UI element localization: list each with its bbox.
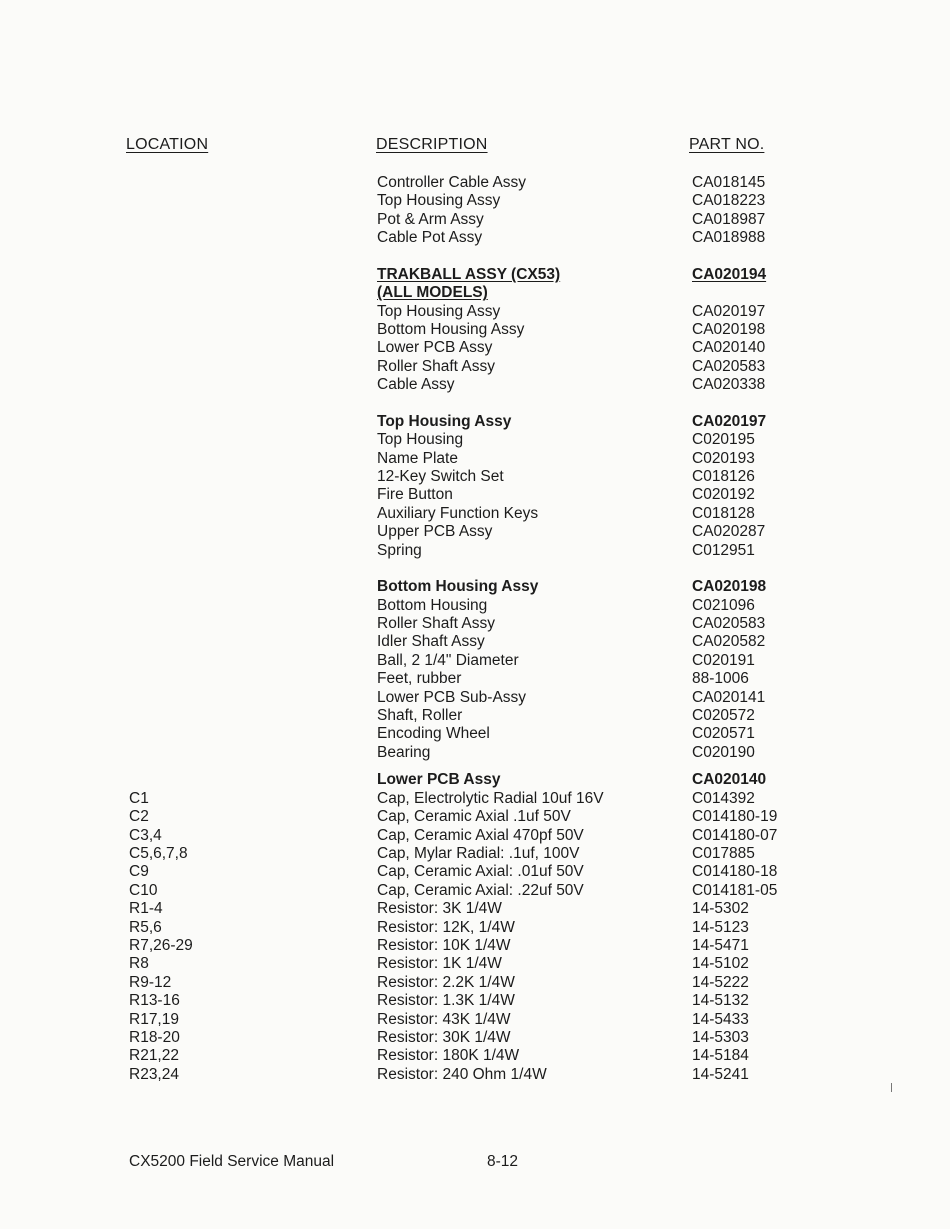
part-number-cell: C014181-05	[692, 881, 778, 899]
part-number-cell: 14-5471	[692, 936, 749, 954]
description-cell: Cable Pot Assy	[377, 229, 483, 247]
table-row	[0, 468, 950, 486]
description-cell: Cap, Ceramic Axial: .01uf 50V	[377, 863, 584, 881]
description-cell: Resistor: 10K 1/4W	[377, 936, 511, 954]
table-row	[0, 725, 950, 743]
description-cell: Name Plate	[377, 449, 458, 467]
part-number-cell: C014180-18	[692, 863, 778, 881]
table-row	[0, 882, 950, 900]
description-cell: Ball, 2 1/4" Diameter	[377, 651, 519, 669]
description-cell: (ALL MODELS)	[377, 284, 488, 302]
table-row	[0, 542, 950, 560]
description-cell: Spring	[377, 541, 422, 559]
part-number-cell: CA018223	[692, 192, 766, 210]
table-row	[0, 615, 950, 633]
table-row	[0, 211, 950, 229]
table-row	[0, 174, 950, 192]
description-cell: Cap, Electrolytic Radial 10uf 16V	[377, 789, 604, 807]
table-row	[0, 670, 950, 688]
table-row	[0, 863, 950, 881]
part-number-cell: CA020140	[692, 771, 767, 789]
description-cell: Bearing	[377, 743, 431, 761]
description-cell: 12-Key Switch Set	[377, 468, 504, 485]
part-number-cell: C020572	[692, 707, 755, 724]
description-cell: Resistor: 240 Ohm 1/4W	[377, 1065, 547, 1083]
part-number-cell: 14-5303	[692, 1028, 749, 1046]
part-number-cell: C014180-19	[692, 808, 778, 826]
description-cell: Resistor: 1.3K 1/4W	[377, 992, 515, 1010]
location-cell: R7,26-29	[129, 936, 193, 954]
part-number-cell: 14-5302	[692, 900, 749, 918]
part-number-cell: C020571	[692, 725, 755, 743]
location-column-header: LOCATION	[126, 136, 209, 153]
table-row	[0, 431, 950, 449]
part-number-cell: CA018988	[692, 229, 766, 247]
part-number-cell: C014180-07	[692, 826, 778, 844]
section-header-row	[0, 771, 950, 789]
section-header-row	[0, 284, 950, 302]
description-cell: Auxiliary Function Keys	[377, 504, 539, 522]
part-number-cell: C014392	[692, 789, 755, 807]
part-number-cell: CA020583	[692, 615, 766, 632]
description-cell: Cap, Ceramic Axial 470pf 50V	[377, 826, 584, 844]
description-cell: Resistor: 180K 1/4W	[377, 1047, 520, 1065]
part-number-cell: CA020197	[692, 302, 766, 320]
table-row	[0, 808, 950, 826]
part-number-cell: CA020141	[692, 688, 766, 706]
location-cell: R8	[129, 955, 149, 973]
part-number-cell: C020193	[692, 449, 755, 467]
description-cell: Resistor: 2.2K 1/4W	[377, 973, 515, 991]
description-cell: Top Housing	[377, 431, 464, 449]
table-row	[0, 486, 950, 504]
description-cell: Top Housing Assy	[377, 302, 501, 320]
description-cell: Roller Shaft Assy	[377, 357, 496, 375]
table-row	[0, 919, 950, 937]
table-row	[0, 652, 950, 670]
part-number-cell: C018126	[692, 468, 755, 485]
location-cell: R23,24	[129, 1065, 179, 1083]
description-cell: Top Housing Assy	[377, 192, 501, 210]
part-number-cell: CA018145	[692, 174, 766, 191]
description-cell: Cap, Ceramic Axial .1uf 50V	[377, 808, 571, 826]
location-cell: R21,22	[129, 1047, 179, 1065]
description-cell: Fire Button	[377, 486, 453, 504]
location-cell: C2	[129, 808, 149, 826]
part-number-cell: CA020197	[692, 412, 767, 430]
description-column-header: DESCRIPTION	[376, 136, 488, 153]
table-row	[0, 523, 950, 541]
table-row	[0, 303, 950, 321]
table-row	[0, 790, 950, 808]
part-number-cell: CA020583	[692, 357, 766, 375]
part-number-cell: CA020198	[692, 321, 766, 338]
part-number-cell: CA020140	[692, 339, 766, 357]
part-number-cell: C020192	[692, 486, 755, 504]
description-cell: Top Housing Assy	[377, 412, 512, 430]
description-cell: Cap, Ceramic Axial: .22uf 50V	[377, 881, 584, 899]
part-number-cell: C020195	[692, 431, 755, 449]
table-row	[0, 992, 950, 1010]
description-cell: Feet, rubber	[377, 670, 462, 688]
table-row	[0, 505, 950, 523]
table-row	[0, 707, 950, 725]
location-cell: R9-12	[129, 973, 172, 991]
location-cell: R17,19	[129, 1010, 179, 1028]
part-number-cell: 14-5184	[692, 1047, 749, 1065]
description-cell: Resistor: 3K 1/4W	[377, 900, 502, 918]
part-number-cell: 14-5433	[692, 1010, 749, 1028]
description-cell: Lower PCB Assy	[377, 771, 501, 789]
table-row	[0, 744, 950, 762]
description-cell: Resistor: 12K, 1/4W	[377, 918, 515, 936]
table-row	[0, 339, 950, 357]
part-number-cell: CA020287	[692, 523, 766, 541]
part-number-cell: 88-1006	[692, 670, 749, 688]
table-row	[0, 321, 950, 339]
description-cell: Lower PCB Assy	[377, 339, 493, 357]
location-cell: C3,4	[129, 826, 162, 844]
location-cell: R13-16	[129, 992, 180, 1010]
part-number-cell: C020190	[692, 743, 755, 761]
location-cell: C9	[129, 863, 149, 881]
description-cell: Roller Shaft Assy	[377, 615, 496, 632]
table-row	[0, 1011, 950, 1029]
table-row	[0, 450, 950, 468]
location-cell: C5,6,7,8	[129, 844, 188, 862]
part-number-cell: C021096	[692, 596, 755, 614]
part-number-cell: 14-5102	[692, 955, 749, 973]
part-number-cell: 14-5222	[692, 973, 749, 991]
description-cell: Pot & Arm Assy	[377, 210, 484, 228]
margin-mark	[891, 1083, 892, 1092]
description-cell: Resistor: 1K 1/4W	[377, 955, 502, 973]
table-row	[0, 955, 950, 973]
table-row	[0, 900, 950, 918]
part-number-cell: CA020338	[692, 376, 766, 394]
section-header-row	[0, 266, 950, 284]
location-cell: C1	[129, 789, 149, 807]
location-cell: R18-20	[129, 1028, 180, 1046]
table-row	[0, 376, 950, 394]
table-row	[0, 633, 950, 651]
table-row	[0, 1066, 950, 1084]
table-row	[0, 1047, 950, 1065]
description-cell: Bottom Housing Assy	[377, 578, 539, 596]
footer-manual-title: CX5200 Field Service Manual	[129, 1153, 335, 1170]
table-row	[0, 827, 950, 845]
location-cell: R1-4	[129, 900, 163, 918]
part-number-cell: 14-5123	[692, 918, 749, 936]
description-cell: Bottom Housing	[377, 596, 488, 614]
description-cell: Cable Assy	[377, 376, 455, 394]
table-row	[0, 974, 950, 992]
table-row	[0, 358, 950, 376]
description-cell: Controller Cable Assy	[377, 174, 527, 191]
table-row	[0, 229, 950, 247]
description-cell: Resistor: 43K 1/4W	[377, 1010, 511, 1028]
part-number-cell: C017885	[692, 844, 755, 862]
part-number-cell: CA018987	[692, 210, 766, 228]
location-cell: C10	[129, 881, 158, 899]
part-number-cell: C020191	[692, 651, 755, 669]
description-cell: Idler Shaft Assy	[377, 633, 485, 651]
table-row	[0, 689, 950, 707]
section-header-row	[0, 578, 950, 596]
table-row	[0, 597, 950, 615]
description-cell: Encoding Wheel	[377, 725, 490, 743]
location-cell: R5,6	[129, 918, 162, 936]
footer-page-number: 8-12	[487, 1153, 519, 1170]
description-cell: Resistor: 30K 1/4W	[377, 1028, 511, 1046]
part-number-cell: C012951	[692, 541, 755, 559]
table-row	[0, 1029, 950, 1047]
description-cell: Upper PCB Assy	[377, 523, 493, 541]
part-number-cell: 14-5241	[692, 1065, 749, 1083]
section-header-row	[0, 413, 950, 431]
description-cell: Shaft, Roller	[377, 707, 463, 724]
part-number-cell: C018128	[692, 504, 755, 522]
table-row	[0, 845, 950, 863]
part-number-cell: CA020198	[692, 578, 767, 596]
part-number-cell: CA020194	[692, 265, 767, 283]
part-number-cell: CA020582	[692, 633, 766, 651]
description-cell: Bottom Housing Assy	[377, 321, 525, 338]
part-number-cell: 14-5132	[692, 992, 749, 1010]
part-number-column-header: PART NO.	[689, 136, 765, 153]
description-cell: TRAKBALL ASSY (CX53)	[377, 265, 561, 283]
description-cell: Cap, Mylar Radial: .1uf, 100V	[377, 844, 580, 862]
description-cell: Lower PCB Sub-Assy	[377, 688, 527, 706]
table-row	[0, 192, 950, 210]
table-row	[0, 937, 950, 955]
